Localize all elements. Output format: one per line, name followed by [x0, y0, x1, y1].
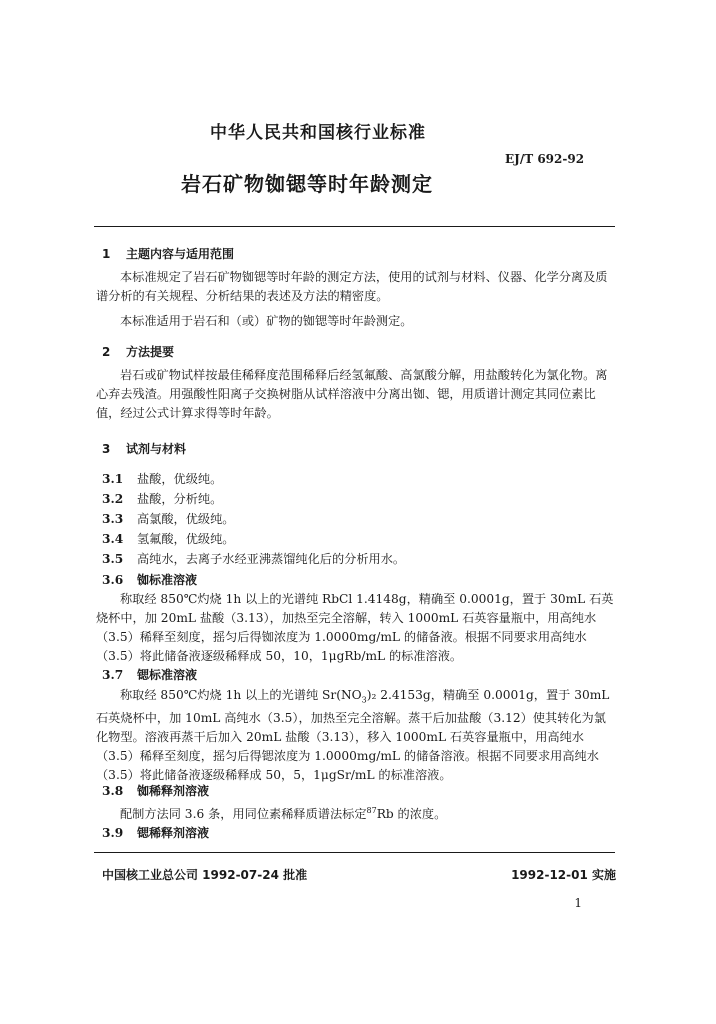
- list-item: [102, 510, 235, 527]
- section-title: 主题内容与适用范围: [126, 247, 235, 261]
- item-text: 氢氟酸，优级纯。: [137, 532, 235, 546]
- item-label: 锶稀释剂溶液: [137, 826, 210, 840]
- header-rule: [94, 226, 615, 227]
- item-label: 锶标准溶液: [137, 668, 198, 682]
- document-title: 岩石矿物铷锶等时年龄测定: [181, 172, 433, 196]
- section-1-paragraph-1: 本标准规定了岩石矿物铷锶等时年龄的测定方法，使用的试剂与材料、仪器、化学分离及质谱分析的有关规程、分析结果的表述及方法的精密度。: [96, 270, 608, 303]
- section-number: 2: [102, 345, 111, 359]
- issuing-organization: 中华人民共和国核行业标准: [210, 123, 426, 143]
- text-part: 配制方法同 3.6 条，用同位素稀释质谱法标定: [120, 807, 367, 822]
- list-item: [102, 530, 235, 547]
- subsection-3-7-heading: [102, 666, 197, 683]
- item-text: 盐酸，分析纯。: [137, 492, 223, 506]
- item-text: 高氯酸，优级纯。: [137, 512, 235, 526]
- superscript: 87: [366, 806, 377, 815]
- page-number: 1: [574, 896, 582, 910]
- item-number: 3.7: [102, 668, 124, 682]
- subscript: 3: [361, 695, 367, 705]
- approval-info: 中国核工业总公司 1992-07-24 批准: [102, 868, 308, 882]
- list-item: [102, 550, 405, 567]
- subsection-3-8-text: [96, 801, 616, 824]
- section-2-paragraph: 岩石或矿物试样按最佳稀释度范围稀释后经氢氟酸、高氯酸分解，用盐酸转化为氯化物。离心弃去残渣。用强酸性阳离子交换树脂从试样溶液中分离出铷、锶，用质谱计测定其同位素比值，经过公式计算求得等时年龄。: [96, 368, 608, 420]
- item-text: 盐酸，优级纯。: [137, 472, 223, 486]
- item-label: 铷稀释剂溶液: [137, 784, 210, 798]
- item-number: 3.4: [102, 532, 124, 546]
- item-number: 3.8: [102, 784, 124, 798]
- item-label: 铷标准溶液: [137, 573, 198, 587]
- section-title: 方法提要: [126, 345, 175, 359]
- section-number: 1: [102, 247, 111, 261]
- text-part: 称取经 850℃灼烧 1h 以上的光谱纯 Sr(NO: [120, 688, 362, 702]
- section-3-heading: [102, 440, 186, 457]
- item-number: 3.1: [102, 472, 124, 486]
- list-item: [102, 490, 222, 507]
- item-number: 3.3: [102, 512, 124, 526]
- item-number: 3.5: [102, 552, 124, 566]
- section-1-paragraph-2: 本标准适用于岩石和（或）矿物的铷锶等时年龄测定。: [120, 314, 413, 328]
- item-number: 3.9: [102, 826, 124, 840]
- text-part: )₂ 2.4153g，精确至 0.0001g，置于 30mL 石英烧杯中，加 10mL 高纯水（3.5），加热至完全溶解。蒸干后加盐酸（3.12）使其转化为氯化物型。溶液再蒸干后加入 20mL 盐酸（3.13），移入 1000mL 石英容量瓶中，用高纯水（3.5）稀释至刻度，摇匀后得锶浓度为 1.0000mg/mL 的储备溶液。根据不同要求用高纯水（3.5）将此储备液逐级稀释成 50，5，1μgSr/mL 的标准溶液。: [96, 688, 610, 783]
- section-number: 3: [102, 442, 111, 456]
- section-1-heading: [102, 245, 234, 262]
- item-text: 高纯水，去离子水经亚沸蒸馏纯化后的分析用水。: [137, 552, 406, 566]
- item-number: 3.2: [102, 492, 124, 506]
- subsection-3-9-heading: [102, 824, 209, 841]
- footer-rule: [94, 852, 615, 853]
- subsection-3-8-heading: [102, 782, 209, 799]
- item-number: 3.6: [102, 573, 124, 587]
- standard-code: EJ/T 692-92: [505, 152, 585, 166]
- subsection-3-6-heading: [102, 571, 197, 588]
- implementation-date: 1992-12-01 实施: [511, 868, 616, 882]
- list-item: [102, 470, 222, 487]
- text-part: Rb 的浓度。: [376, 807, 447, 822]
- section-2-heading: [102, 343, 174, 360]
- section-title: 试剂与材料: [126, 442, 187, 456]
- subsection-3-7-text: [96, 686, 616, 785]
- subsection-3-6-text: 称取经 850℃灼烧 1h 以上的光谱纯 RbCl 1.4148g，精确至 0.0001g，置于 30mL 石英烧杯中，加 20mL 盐酸（3.13），加热至完全溶解，转入 1000mL 石英容量瓶中，用高纯水（3.5）稀释至刻度，摇匀后得铷浓度为 1.0000mg/mL 的储备液。根据不同要求用高纯水（3.5）将此储备液逐级稀释成 50，10，1μgRb/mL 的标准溶液。: [96, 592, 614, 663]
